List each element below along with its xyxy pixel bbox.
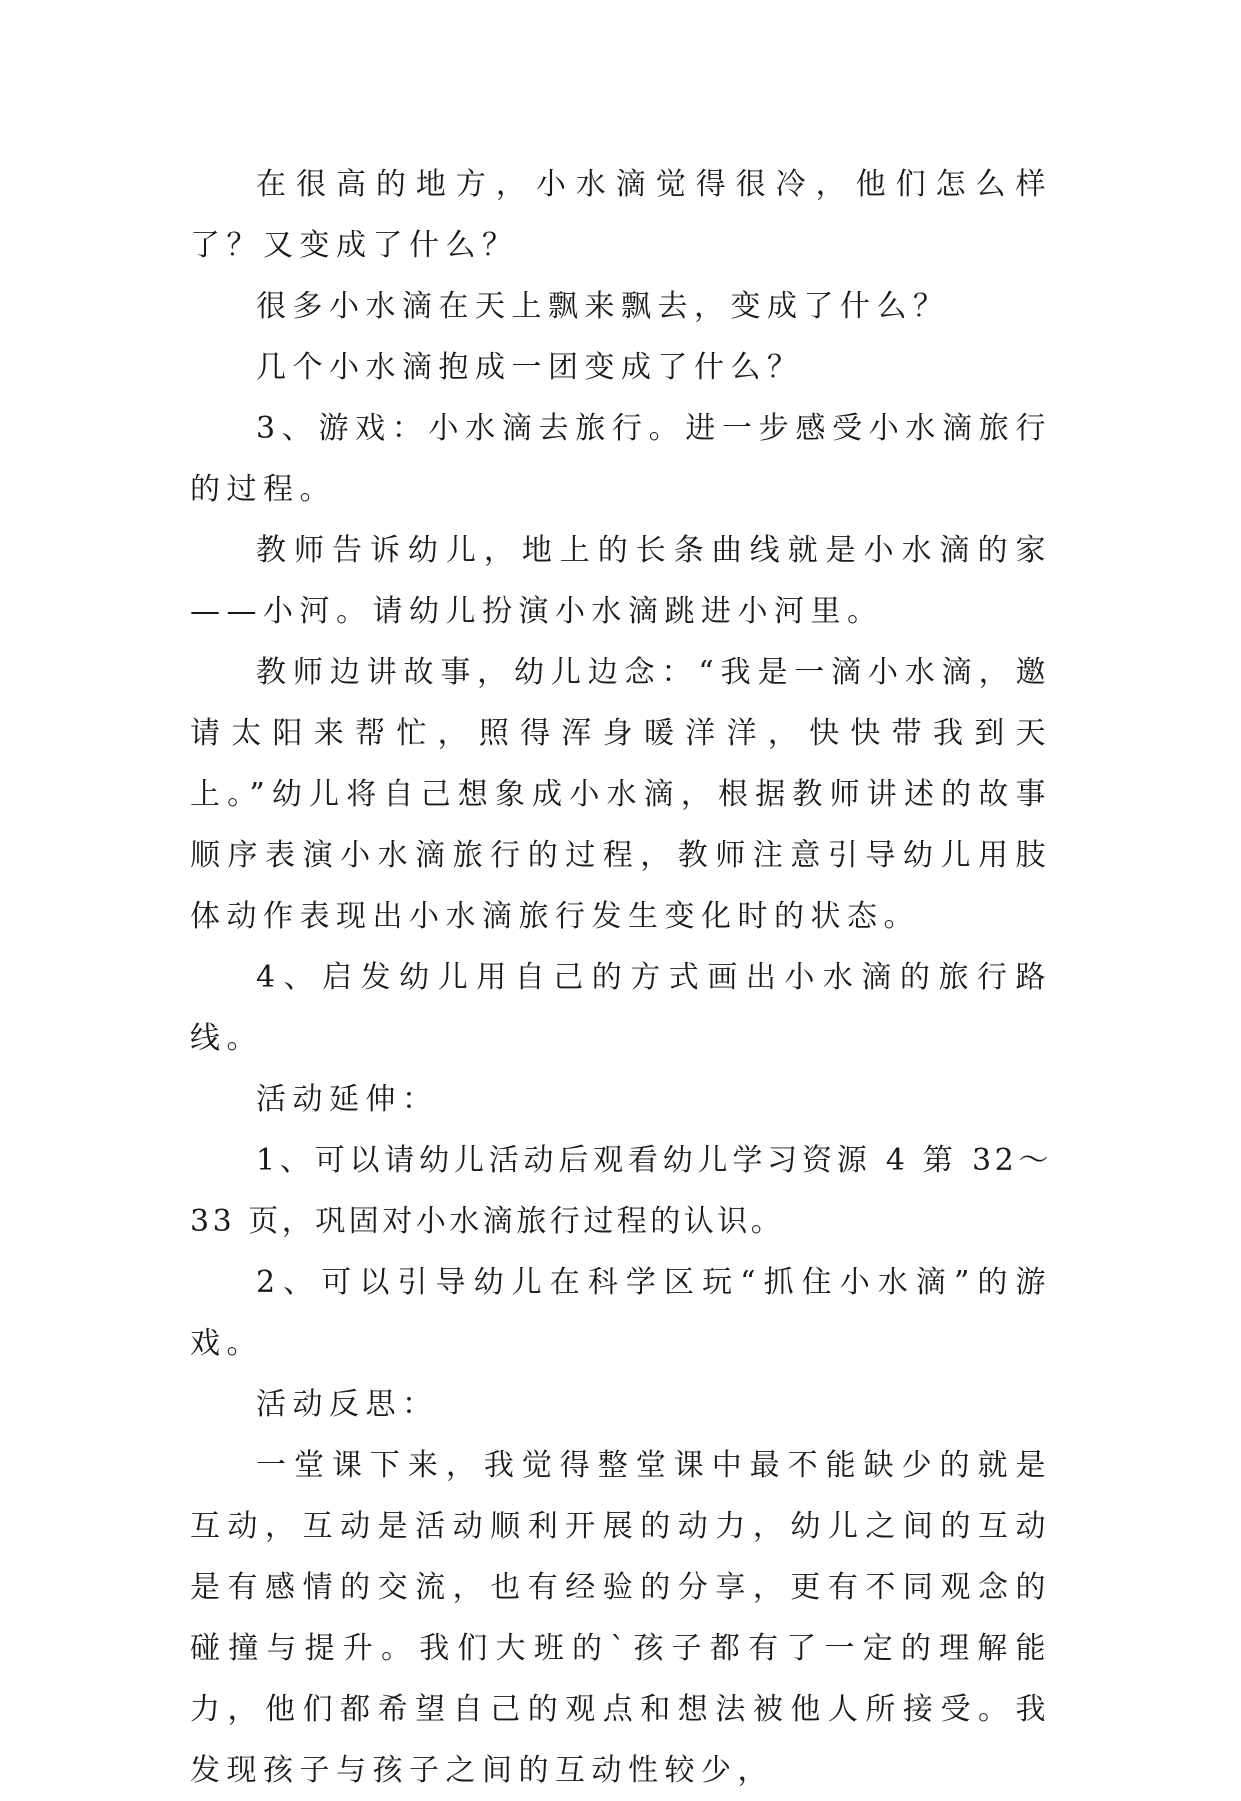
document-body: [190, 154, 1052, 1801]
paragraph-extension-2: 2、可以引导幼儿在科学区玩“抓住小水滴”的游戏。: [190, 1265, 1052, 1361]
paragraph-step-3-game: 3、游戏：小水滴去旅行。进一步感受小水滴旅行的过程。: [190, 411, 1052, 507]
heading-activity-extension: 活动延伸：: [256, 1082, 439, 1117]
paragraph-teacher-river: 教师告诉幼儿，地上的长条曲线就是小水滴的家——小河。请幼儿扮演小水滴跳进小河里。: [190, 533, 1052, 629]
heading-activity-reflection: 活动反思：: [256, 1387, 439, 1422]
paragraph-reflection: 一堂课下来，我觉得整堂课中最不能缺少的就是互动，互动是活动顺利开展的动力，幼儿之间的互动是有感情的交流，也有经验的分享，更有不同观念的碰撞与提升。我们大班的`孩子都有了一定的理解能力，他们都希望自己的观点和想法被他人所接受。我发现孩子与孩子之间的互动性较少，: [190, 1448, 1052, 1788]
paragraph-question-cold: 在很高的地方，小水滴觉得很冷，他们怎么样了？又变成了什么？: [190, 167, 1052, 263]
paragraph-question-float: 很多小水滴在天上飘来飘去，变成了什么？: [256, 289, 950, 324]
paragraph-question-cluster: 几个小水滴抱成一团变成了什么？: [256, 350, 804, 385]
paragraph-extension-1: 1、可以请幼儿活动后观看幼儿学习资源 4 第 32～33 页，巩固对小水滴旅行过程的认识。: [190, 1143, 1052, 1239]
paragraph-teacher-story: 教师边讲故事，幼儿边念：“我是一滴小水滴，邀请太阳来帮忙，照得浑身暖洋洋，快快带我到天上。”幼儿将自己想象成小水滴，根据教师讲述的故事顺序表演小水滴旅行的过程，教师注意引导幼儿用肢体动作表现出小水滴旅行发生变化时的状态。: [190, 655, 1052, 934]
paragraph-step-4-draw: 4、启发幼儿用自己的方式画出小水滴的旅行路线。: [190, 960, 1052, 1056]
